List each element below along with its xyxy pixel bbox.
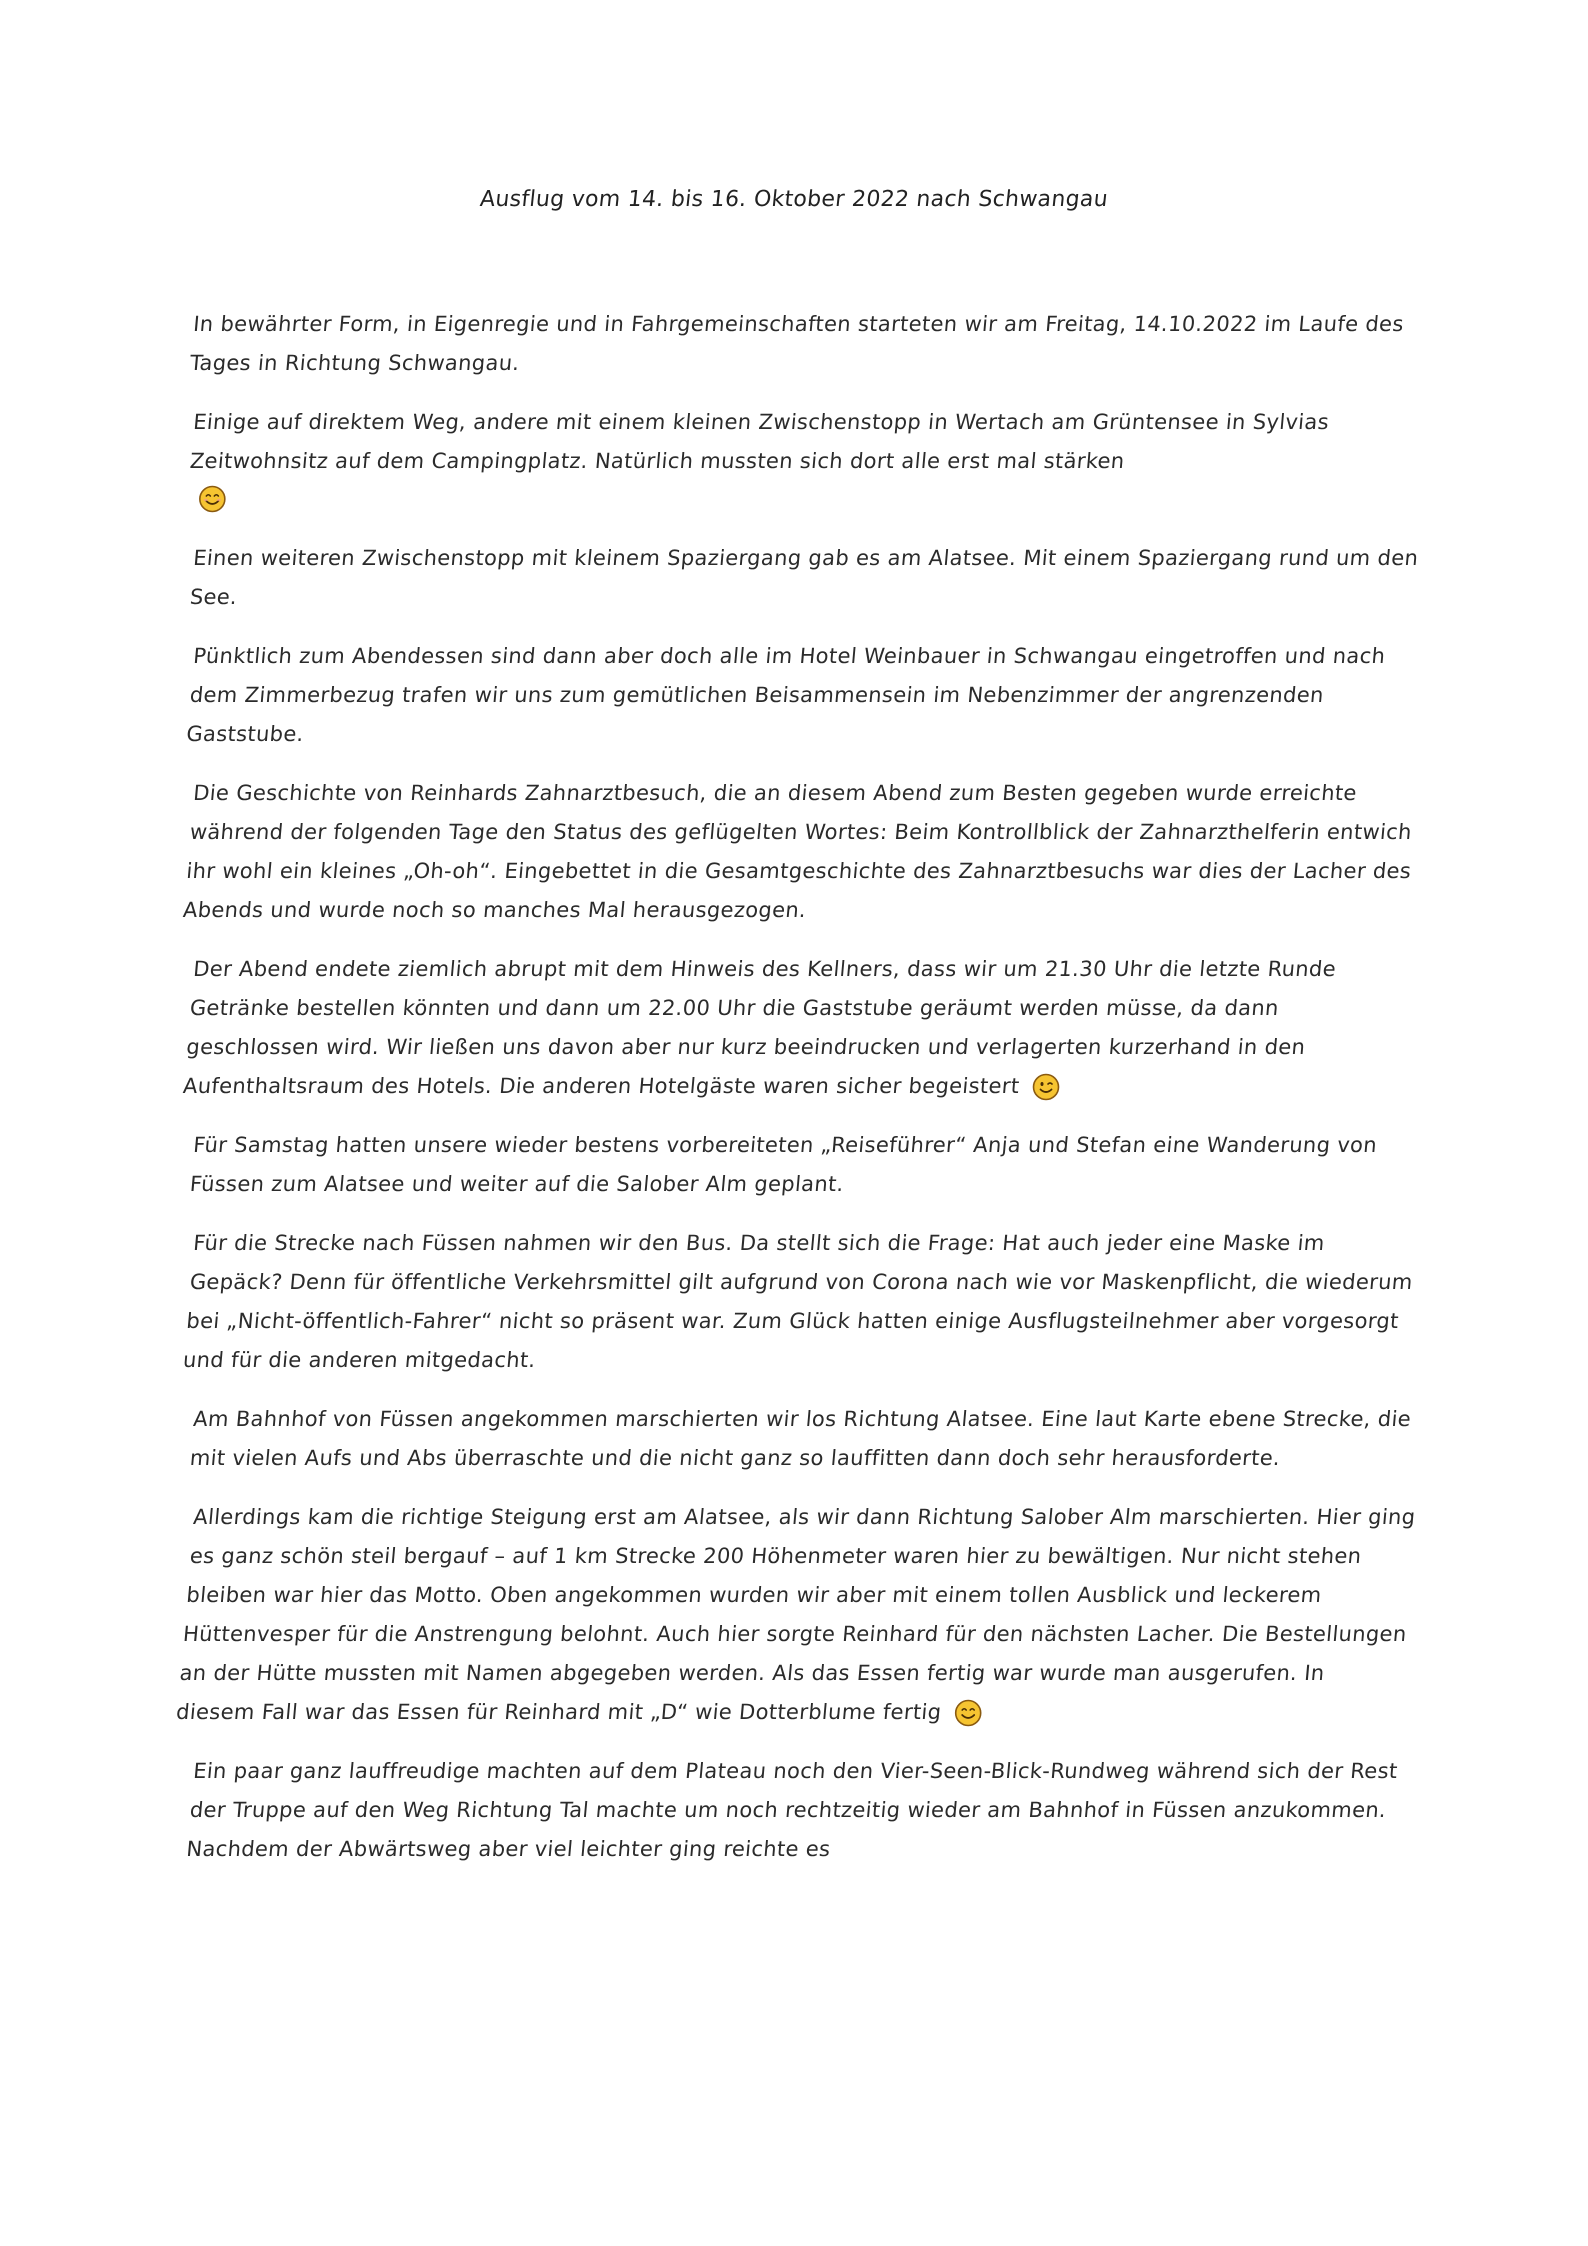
paragraph-10-text: Allerdings kam die richtige Steigung erst am Alatsee, als wir dann Richtung Salober Alm marschierten. Hier ging es ganz schön steil bergauf – auf 1 km Strecke 200 Höhenmeter waren hier zu bewältigen. Nur nicht stehen bleiben war hier das Motto. Oben angekommen wurden wir aber mit einem tollen Ausblick und leckerem Hüttenvesper für die Anstrengung belohnt. Auch hier sorgte Reinhard für den nächsten Lacher. Die Bestellungen an der Hütte mussten mit Namen abgegeben werden. Als das Essen fertig war wurde man ausgerufen. In diesem Fall war das Essen für Reinhard mit „D“ wie Dotterblume fertig	[175, 1505, 1417, 1724]
paragraph-10	[175, 1498, 1420, 1732]
paragraph-2	[185, 403, 1420, 519]
paragraph-1: In bewährter Form, in Eigenregie und in Fahrgemeinschaften starteten wir am Freitag, 14.10.2022 im Laufe des Tages in Richtung Schwangau.	[188, 312, 1405, 375]
paragraph-4: Pünktlich zum Abendessen sind dann aber doch alle im Hotel Weinbauer in Schwangau eingetroffen und nach dem Zimmerbezug trafen wir uns zum gemütlichen Beisammensein im Nebenzimmer der angrenzenden Gaststube.	[185, 644, 1387, 746]
paragraph-6-text: Der Abend endete ziemlich abrupt mit dem Hinweis des Kellners, dass wir um 21.30 Uhr die letzte Runde Getränke bestellen könnten und dann um 22.00 Uhr die Gaststube geräumt werden müsse, da dann geschlossen wird. Wir ließen uns davon aber nur kurz beeindrucken und verlagerten kurzerhand in den Aufenthaltsraum des Hotels. Die anderen Hotelgäste waren sicher begeistert	[182, 957, 1338, 1098]
paragraph-2-text: Einige auf direktem Weg, andere mit einem kleinen Zwischenstopp in Wertach am Grüntensee in Sylvias Zeitwohnsitz auf dem Campingplatz. Natürlich mussten sich dort alle erst mal stärken	[188, 410, 1331, 473]
document-body	[175, 305, 1420, 1889]
paragraph-8: Für die Strecke nach Füssen nahmen wir den Bus. Da stellt sich die Frage: Hat auch jeder eine Maske im Gepäck? Denn für öffentliche Verkehrsmittel gilt aufgrund von Corona nach wie vor Maskenpflicht, die wiederum bei „Nicht-öffentlich-Fahrer“ nicht so präsent war. Zum Glück hatten einige Ausflugsteilnehmer aber vorgesorgt und für die anderen mitgedacht.	[182, 1231, 1414, 1372]
paragraph-9: Am Bahnhof von Füssen angekommen marschierten wir los Richtung Alatsee. Eine laut Karte ebene Strecke, die mit vielen Aufs und Abs überraschte und die nicht ganz so lauffitten dann doch sehr herausforderte.	[188, 1407, 1413, 1470]
paragraph-3: Einen weiteren Zwischenstopp mit kleinem Spaziergang gab es am Alatsee. Mit einem Spaziergang rund um den See.	[188, 546, 1420, 609]
smiling-face-icon	[198, 485, 226, 519]
paragraph-7: Für Samstag hatten unsere wieder bestens vorbereiteten „Reiseführer“ Anja und Stefan eine Wanderung von Füssen zum Alatsee und weiter auf die Salober Alm geplant.	[188, 1133, 1379, 1196]
winking-face-icon	[1032, 1073, 1060, 1101]
smiling-face-icon	[954, 1699, 982, 1727]
document-title: Ausflug vom 14. bis 16. Oktober 2022 nach Schwangau	[478, 187, 1110, 212]
paragraph-11: Ein paar ganz lauffreudige machten auf dem Plateau noch den Vier-Seen-Blick-Rundweg während sich der Rest der Truppe auf den Weg Richtung Tal machte um noch rechtzeitig wieder am Bahnhof in Füssen anzukommen. Nachdem der Abwärtsweg aber viel leichter ging reichte es	[185, 1759, 1399, 1861]
paragraph-6	[181, 950, 1420, 1106]
paragraph-5: Die Geschichte von Reinhards Zahnarztbesuch, die an diesem Abend zum Besten gegeben wurde erreichte während der folgenden Tage den Status des geflügelten Wortes: Beim Kontrollblick der Zahnarzthelferin entwich ihr wohl ein kleines „Oh-oh“. Eingebettet in die Gesamtgeschichte des Zahnarztbesuchs war dies der Lacher des Abends und wurde noch so manches Mal herausgezogen.	[182, 781, 1413, 922]
